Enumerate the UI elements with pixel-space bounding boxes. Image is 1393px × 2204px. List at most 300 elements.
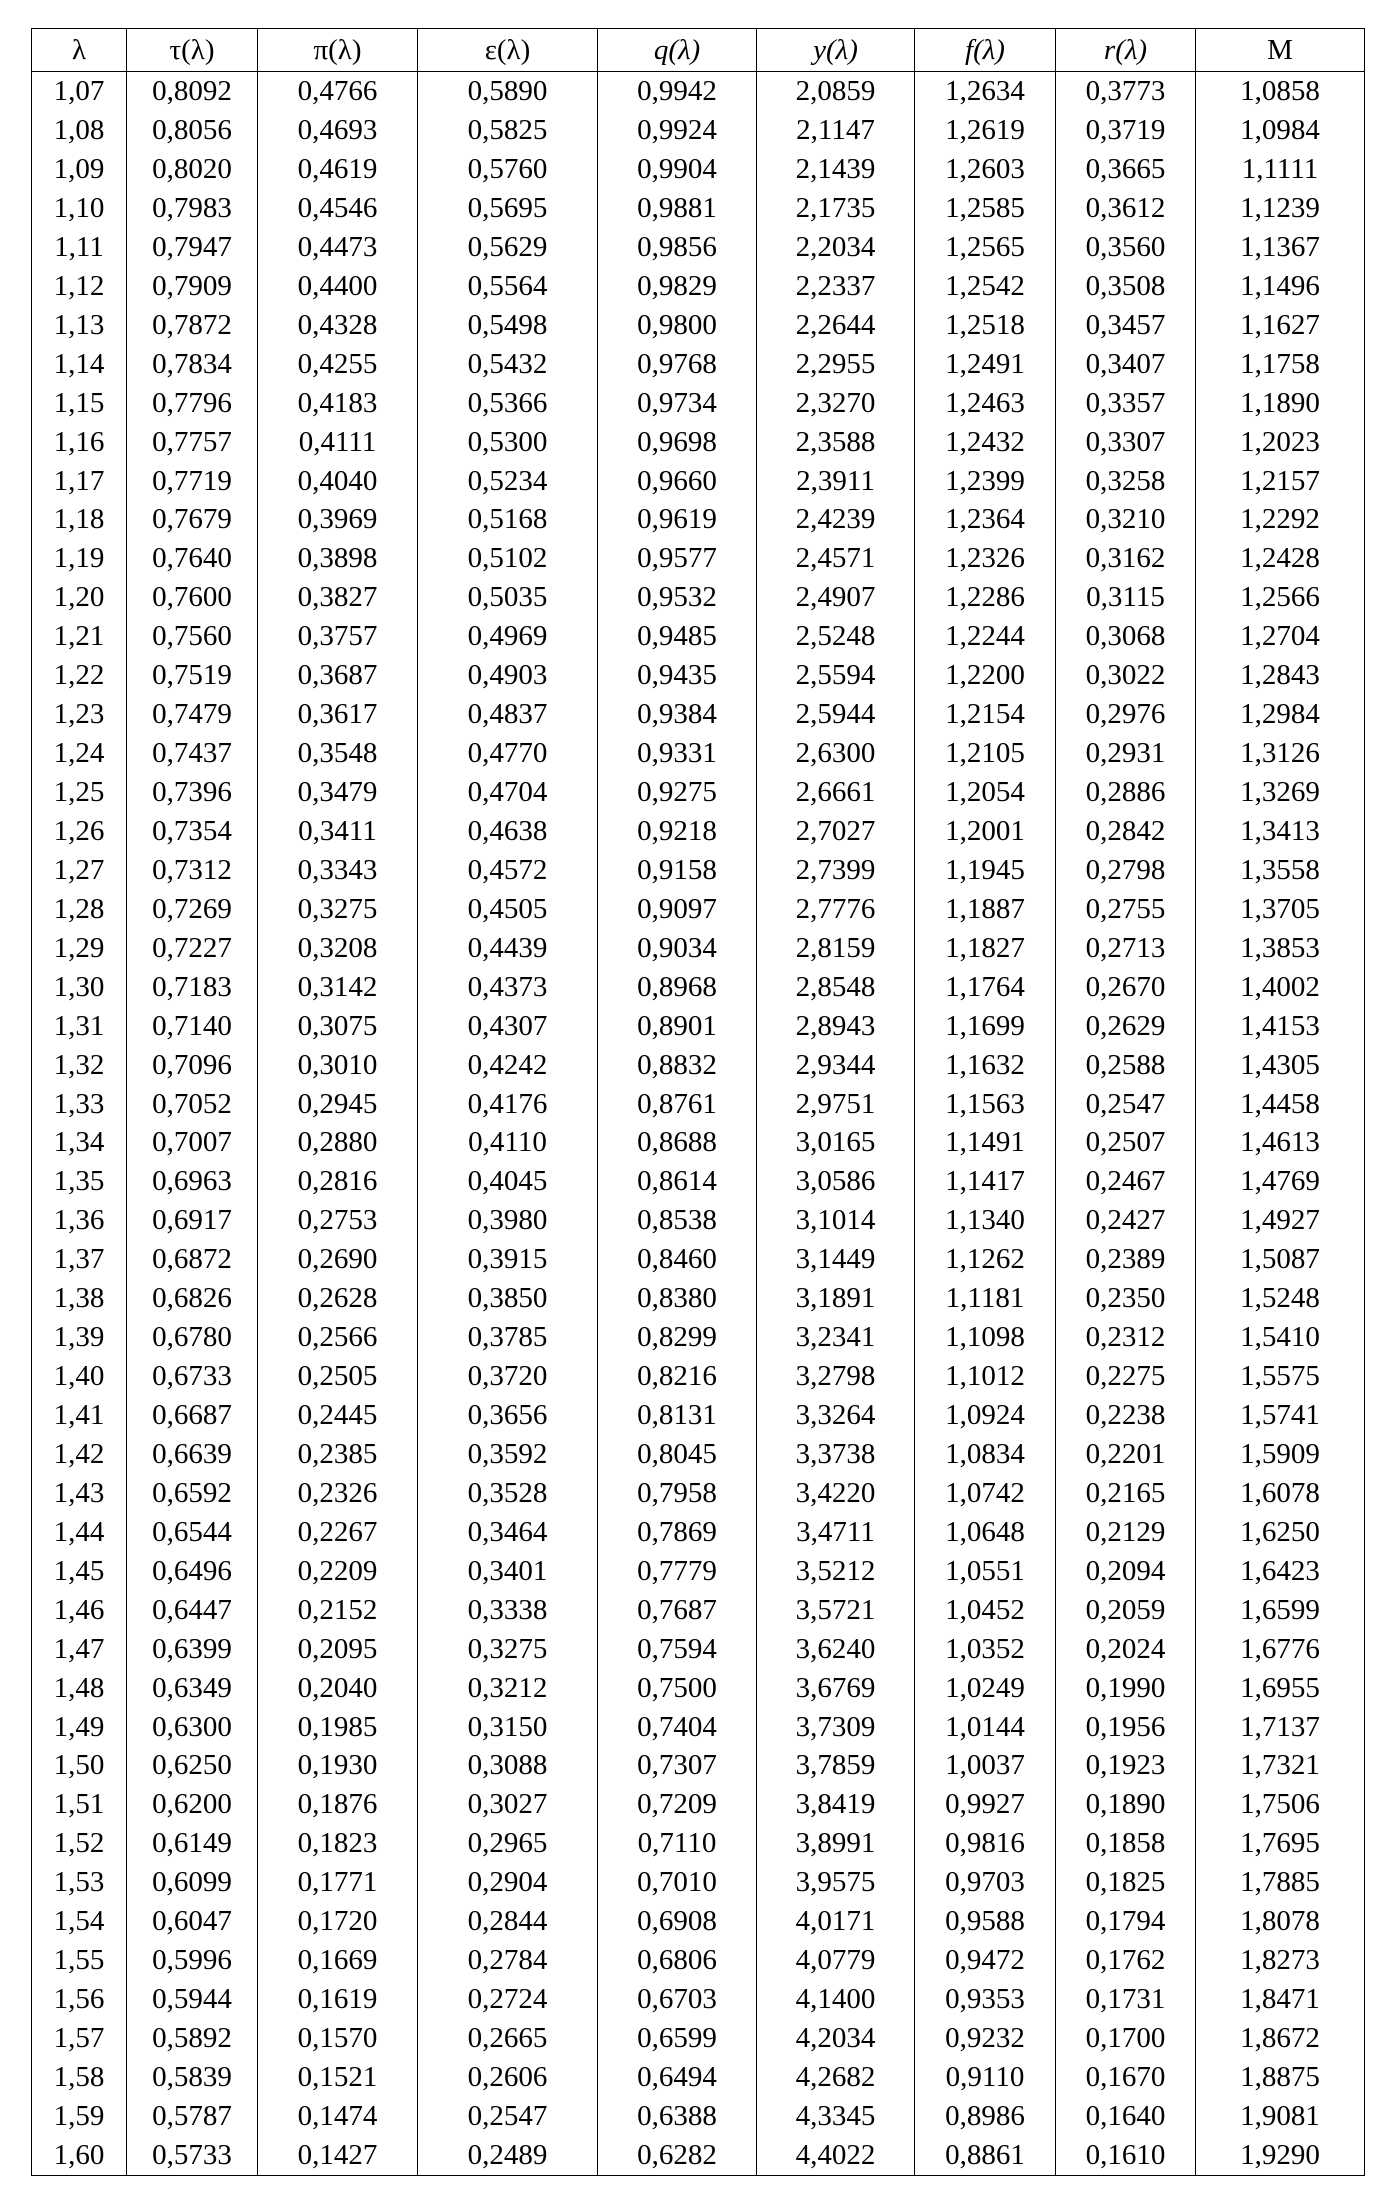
table-row xyxy=(32,734,1365,773)
table-cell: 1,33 xyxy=(32,1085,127,1124)
table-cell: 0,2670 xyxy=(1056,968,1196,1007)
table-cell: 2,8943 xyxy=(757,1007,915,1046)
table-cell: 0,7396 xyxy=(127,773,258,812)
table-cell: 1,2432 xyxy=(915,423,1056,462)
table-cell: 0,4183 xyxy=(258,384,418,423)
table-cell: 1,0037 xyxy=(915,1746,1056,1785)
table-cell: 0,4969 xyxy=(418,617,598,656)
table-cell: 1,60 xyxy=(32,2136,127,2176)
table-cell: 0,9619 xyxy=(598,500,757,539)
table-cell: 0,2844 xyxy=(418,1902,598,1941)
table-cell: 0,3075 xyxy=(258,1007,418,1046)
table-cell: 0,4307 xyxy=(418,1007,598,1046)
table-cell: 0,4837 xyxy=(418,695,598,734)
table-cell: 0,6388 xyxy=(598,2097,757,2136)
table-row xyxy=(32,1863,1365,1902)
table-cell: 1,2244 xyxy=(915,617,1056,656)
table-cell: 1,3126 xyxy=(1196,734,1365,773)
table-cell: 0,8614 xyxy=(598,1162,757,1201)
table-cell: 0,7757 xyxy=(127,423,258,462)
table-cell: 3,2341 xyxy=(757,1318,915,1357)
table-row xyxy=(32,384,1365,423)
table-cell: 0,9698 xyxy=(598,423,757,462)
table-cell: 0,6149 xyxy=(127,1824,258,1863)
table-cell: 0,8216 xyxy=(598,1357,757,1396)
table-cell: 1,6599 xyxy=(1196,1591,1365,1630)
table-cell: 2,3270 xyxy=(757,384,915,423)
table-cell: 0,2326 xyxy=(258,1474,418,1513)
table-cell: 0,5695 xyxy=(418,189,598,228)
table-cell: 0,3528 xyxy=(418,1474,598,1513)
table-cell: 0,6917 xyxy=(127,1201,258,1240)
table-cell: 1,0742 xyxy=(915,1474,1056,1513)
table-cell: 0,3258 xyxy=(1056,462,1196,501)
table-cell: 0,7869 xyxy=(598,1513,757,1552)
table-cell: 0,2094 xyxy=(1056,1552,1196,1591)
table-cell: 1,55 xyxy=(32,1941,127,1980)
table-cell: 3,4711 xyxy=(757,1513,915,1552)
table-cell: 2,1147 xyxy=(757,111,915,150)
table-cell: 0,1858 xyxy=(1056,1824,1196,1863)
table-cell: 0,1794 xyxy=(1056,1902,1196,1941)
table-cell: 1,8875 xyxy=(1196,2058,1365,2097)
table-cell: 1,1496 xyxy=(1196,267,1365,306)
table-cell: 0,4903 xyxy=(418,656,598,695)
table-cell: 2,5594 xyxy=(757,656,915,695)
table-cell: 0,7679 xyxy=(127,500,258,539)
table-cell: 0,9472 xyxy=(915,1941,1056,1980)
table-cell: 1,2001 xyxy=(915,812,1056,851)
table-cell: 0,7500 xyxy=(598,1669,757,1708)
table-cell: 0,3656 xyxy=(418,1396,598,1435)
table-cell: 0,1427 xyxy=(258,2136,418,2176)
table-cell: 1,2603 xyxy=(915,150,1056,189)
table-cell: 0,7354 xyxy=(127,812,258,851)
table-cell: 2,3588 xyxy=(757,423,915,462)
table-cell: 0,3010 xyxy=(258,1046,418,1085)
table-cell: 0,2385 xyxy=(258,1435,418,1474)
table-cell: 0,4572 xyxy=(418,851,598,890)
table-cell: 1,30 xyxy=(32,968,127,1007)
table-cell: 2,5248 xyxy=(757,617,915,656)
table-cell: 1,40 xyxy=(32,1357,127,1396)
table-cell: 2,4907 xyxy=(757,578,915,617)
table-cell: 0,4619 xyxy=(258,150,418,189)
table-cell: 1,51 xyxy=(32,1785,127,1824)
table-cell: 0,1823 xyxy=(258,1824,418,1863)
table-cell: 0,4505 xyxy=(418,890,598,929)
table-cell: 1,6955 xyxy=(1196,1669,1365,1708)
table-cell: 3,6769 xyxy=(757,1669,915,1708)
table-cell: 1,3705 xyxy=(1196,890,1365,929)
table-cell: 1,0144 xyxy=(915,1708,1056,1747)
table-cell: 0,2389 xyxy=(1056,1240,1196,1279)
table-cell: 1,5087 xyxy=(1196,1240,1365,1279)
table-cell: 1,1764 xyxy=(915,968,1056,1007)
table-cell: 4,1400 xyxy=(757,1980,915,2019)
table-cell: 0,2201 xyxy=(1056,1435,1196,1474)
table-cell: 1,34 xyxy=(32,1123,127,1162)
table-cell: 0,4439 xyxy=(418,929,598,968)
table-row xyxy=(32,189,1365,228)
table-cell: 0,8380 xyxy=(598,1279,757,1318)
table-cell: 1,2565 xyxy=(915,228,1056,267)
table-cell: 0,7909 xyxy=(127,267,258,306)
table-row xyxy=(32,1123,1365,1162)
table-cell: 1,0352 xyxy=(915,1630,1056,1669)
table-cell: 1,24 xyxy=(32,734,127,773)
table-cell: 0,2024 xyxy=(1056,1630,1196,1669)
table-cell: 0,3027 xyxy=(418,1785,598,1824)
table-cell: 0,1619 xyxy=(258,1980,418,2019)
table-cell: 2,8548 xyxy=(757,968,915,1007)
table-cell: 0,9927 xyxy=(915,1785,1056,1824)
table-cell: 0,7560 xyxy=(127,617,258,656)
table-cell: 0,6250 xyxy=(127,1746,258,1785)
table-cell: 1,22 xyxy=(32,656,127,695)
table-cell: 0,7312 xyxy=(127,851,258,890)
table-cell: 0,2489 xyxy=(418,2136,598,2176)
table-cell: 0,3088 xyxy=(418,1746,598,1785)
table-cell: 1,20 xyxy=(32,578,127,617)
table-cell: 1,0924 xyxy=(915,1396,1056,1435)
table-cell: 0,2467 xyxy=(1056,1162,1196,1201)
table-cell: 0,5498 xyxy=(418,306,598,345)
table-cell: 0,3338 xyxy=(418,1591,598,1630)
table-cell: 0,9097 xyxy=(598,890,757,929)
table-cell: 1,1012 xyxy=(915,1357,1056,1396)
table-cell: 0,8056 xyxy=(127,111,258,150)
table-cell: 2,6300 xyxy=(757,734,915,773)
table-cell: 1,1887 xyxy=(915,890,1056,929)
table-row xyxy=(32,1552,1365,1591)
table-cell: 1,53 xyxy=(32,1863,127,1902)
table-cell: 0,9384 xyxy=(598,695,757,734)
table-cell: 0,3898 xyxy=(258,539,418,578)
table-cell: 0,7779 xyxy=(598,1552,757,1591)
table-cell: 3,7859 xyxy=(757,1746,915,1785)
table-cell: 1,0249 xyxy=(915,1669,1056,1708)
table-cell: 0,8538 xyxy=(598,1201,757,1240)
table-cell: 1,27 xyxy=(32,851,127,890)
table-cell: 0,2238 xyxy=(1056,1396,1196,1435)
table-cell: 0,2713 xyxy=(1056,929,1196,968)
table-cell: 0,4242 xyxy=(418,1046,598,1085)
table-cell: 3,8991 xyxy=(757,1824,915,1863)
table-row xyxy=(32,500,1365,539)
table-row xyxy=(32,1708,1365,1747)
table-cell: 0,6399 xyxy=(127,1630,258,1669)
table-cell: 1,5909 xyxy=(1196,1435,1365,1474)
table-cell: 0,2505 xyxy=(258,1357,418,1396)
table-cell: 1,4458 xyxy=(1196,1085,1365,1124)
table-row xyxy=(32,1240,1365,1279)
table-cell: 1,2157 xyxy=(1196,462,1365,501)
table-cell: 0,9942 xyxy=(598,72,757,112)
table-row xyxy=(32,72,1365,112)
table-cell: 0,8131 xyxy=(598,1396,757,1435)
table-cell: 1,2843 xyxy=(1196,656,1365,695)
table-row xyxy=(32,111,1365,150)
table-cell: 0,3915 xyxy=(418,1240,598,1279)
table-cell: 0,2275 xyxy=(1056,1357,1196,1396)
table-cell: 1,11 xyxy=(32,228,127,267)
table-row xyxy=(32,462,1365,501)
table-row xyxy=(32,150,1365,189)
table-cell: 0,4704 xyxy=(418,773,598,812)
table-cell: 0,3307 xyxy=(1056,423,1196,462)
table-cell: 0,1990 xyxy=(1056,1669,1196,1708)
table-cell: 1,1945 xyxy=(915,851,1056,890)
column-header: r(λ) xyxy=(1056,29,1196,72)
table-row xyxy=(32,539,1365,578)
table-cell: 0,3665 xyxy=(1056,150,1196,189)
table-cell: 1,1563 xyxy=(915,1085,1056,1124)
table-cell: 1,39 xyxy=(32,1318,127,1357)
table-cell: 1,7695 xyxy=(1196,1824,1365,1863)
table-cell: 0,8861 xyxy=(915,2136,1056,2176)
table-cell: 3,6240 xyxy=(757,1630,915,1669)
table-cell: 0,6447 xyxy=(127,1591,258,1630)
table-cell: 0,5944 xyxy=(127,1980,258,2019)
table-cell: 4,2682 xyxy=(757,2058,915,2097)
table-row xyxy=(32,773,1365,812)
table-cell: 0,5787 xyxy=(127,2097,258,2136)
table-cell: 2,6661 xyxy=(757,773,915,812)
table-row xyxy=(32,1474,1365,1513)
table-row xyxy=(32,890,1365,929)
table-cell: 0,2547 xyxy=(418,2097,598,2136)
table-cell: 0,5733 xyxy=(127,2136,258,2176)
table-cell: 3,3264 xyxy=(757,1396,915,1435)
table-cell: 1,1340 xyxy=(915,1201,1056,1240)
table-cell: 0,3401 xyxy=(418,1552,598,1591)
table-row xyxy=(32,1980,1365,2019)
table-cell: 1,07 xyxy=(32,72,127,112)
table-row xyxy=(32,929,1365,968)
table-cell: 0,3464 xyxy=(418,1513,598,1552)
table-cell: 1,6423 xyxy=(1196,1552,1365,1591)
table-cell: 0,3142 xyxy=(258,968,418,1007)
table-cell: 1,9290 xyxy=(1196,2136,1365,2176)
table-cell: 1,18 xyxy=(32,500,127,539)
table-cell: 2,5944 xyxy=(757,695,915,734)
table-cell: 1,41 xyxy=(32,1396,127,1435)
table-cell: 1,26 xyxy=(32,812,127,851)
table-cell: 0,2886 xyxy=(1056,773,1196,812)
table-row xyxy=(32,1785,1365,1824)
table-cell: 0,3150 xyxy=(418,1708,598,1747)
table-cell: 1,2984 xyxy=(1196,695,1365,734)
table-cell: 0,6826 xyxy=(127,1279,258,1318)
table-cell: 0,1570 xyxy=(258,2019,418,2058)
table-cell: 0,3208 xyxy=(258,929,418,968)
table-cell: 0,1890 xyxy=(1056,1785,1196,1824)
table-cell: 0,2312 xyxy=(1056,1318,1196,1357)
table-cell: 0,7007 xyxy=(127,1123,258,1162)
table-cell: 1,1262 xyxy=(915,1240,1056,1279)
table-cell: 1,5741 xyxy=(1196,1396,1365,1435)
table-cell: 0,7719 xyxy=(127,462,258,501)
table-cell: 1,1491 xyxy=(915,1123,1056,1162)
column-header: ε(λ) xyxy=(418,29,598,72)
table-cell: 0,5432 xyxy=(418,345,598,384)
table-cell: 1,42 xyxy=(32,1435,127,1474)
table-cell: 1,3413 xyxy=(1196,812,1365,851)
table-cell: 1,2634 xyxy=(915,72,1056,112)
table-cell: 2,0859 xyxy=(757,72,915,112)
table-cell: 0,7269 xyxy=(127,890,258,929)
table-cell: 3,7309 xyxy=(757,1708,915,1747)
table-cell: 0,7110 xyxy=(598,1824,757,1863)
table-cell: 0,3479 xyxy=(258,773,418,812)
table-cell: 0,9881 xyxy=(598,189,757,228)
table-cell: 1,59 xyxy=(32,2097,127,2136)
table-cell: 1,1827 xyxy=(915,929,1056,968)
table-row xyxy=(32,695,1365,734)
table-cell: 1,2200 xyxy=(915,656,1056,695)
table-cell: 0,2129 xyxy=(1056,1513,1196,1552)
table-cell: 0,3592 xyxy=(418,1435,598,1474)
table-cell: 2,2644 xyxy=(757,306,915,345)
table-cell: 0,3022 xyxy=(1056,656,1196,695)
table-cell: 1,6078 xyxy=(1196,1474,1365,1513)
table-cell: 1,2619 xyxy=(915,111,1056,150)
table-cell: 0,2784 xyxy=(418,1941,598,1980)
table-cell: 1,48 xyxy=(32,1669,127,1708)
table-row xyxy=(32,1396,1365,1435)
table-cell: 1,2542 xyxy=(915,267,1056,306)
table-cell: 1,54 xyxy=(32,1902,127,1941)
table-cell: 0,1731 xyxy=(1056,1980,1196,2019)
table-cell: 0,3773 xyxy=(1056,72,1196,112)
table-cell: 0,4473 xyxy=(258,228,418,267)
table-row xyxy=(32,1201,1365,1240)
table-cell: 3,5212 xyxy=(757,1552,915,1591)
table-cell: 0,1474 xyxy=(258,2097,418,2136)
table-cell: 3,4220 xyxy=(757,1474,915,1513)
table-cell: 1,23 xyxy=(32,695,127,734)
table-cell: 0,5825 xyxy=(418,111,598,150)
table-cell: 3,9575 xyxy=(757,1863,915,1902)
table-cell: 1,1239 xyxy=(1196,189,1365,228)
table-cell: 1,8471 xyxy=(1196,1980,1365,2019)
table-cell: 0,2690 xyxy=(258,1240,418,1279)
table-cell: 0,8460 xyxy=(598,1240,757,1279)
table-cell: 1,5575 xyxy=(1196,1357,1365,1396)
table-cell: 0,3548 xyxy=(258,734,418,773)
table-cell: 1,47 xyxy=(32,1630,127,1669)
table-cell: 0,3560 xyxy=(1056,228,1196,267)
table-cell: 0,9331 xyxy=(598,734,757,773)
table-cell: 1,9081 xyxy=(1196,2097,1365,2136)
table-row xyxy=(32,2058,1365,2097)
table-row xyxy=(32,2097,1365,2136)
table-cell: 1,7137 xyxy=(1196,1708,1365,1747)
table-row xyxy=(32,1669,1365,1708)
table-row xyxy=(32,1162,1365,1201)
table-cell: 0,1876 xyxy=(258,1785,418,1824)
table-cell: 0,5890 xyxy=(418,72,598,112)
table-cell: 3,1891 xyxy=(757,1279,915,1318)
table-cell: 1,0452 xyxy=(915,1591,1056,1630)
table-row xyxy=(32,1630,1365,1669)
table-cell: 0,6703 xyxy=(598,1980,757,2019)
table-cell: 1,21 xyxy=(32,617,127,656)
table-cell: 1,0551 xyxy=(915,1552,1056,1591)
table-cell: 0,3068 xyxy=(1056,617,1196,656)
table-cell: 1,6776 xyxy=(1196,1630,1365,1669)
table-cell: 0,9768 xyxy=(598,345,757,384)
table-cell: 0,9703 xyxy=(915,1863,1056,1902)
table-cell: 1,2364 xyxy=(915,500,1056,539)
table-cell: 1,2054 xyxy=(915,773,1056,812)
table-cell: 0,5366 xyxy=(418,384,598,423)
table-cell: 0,4176 xyxy=(418,1085,598,1124)
table-cell: 1,13 xyxy=(32,306,127,345)
table-cell: 0,4328 xyxy=(258,306,418,345)
column-header: τ(λ) xyxy=(127,29,258,72)
table-cell: 0,9734 xyxy=(598,384,757,423)
table-cell: 3,3738 xyxy=(757,1435,915,1474)
table-cell: 0,9232 xyxy=(915,2019,1056,2058)
table-row xyxy=(32,1357,1365,1396)
column-header: q(λ) xyxy=(598,29,757,72)
table-cell: 0,2350 xyxy=(1056,1279,1196,1318)
table-cell: 0,2753 xyxy=(258,1201,418,1240)
table-cell: 0,7052 xyxy=(127,1085,258,1124)
table-cell: 1,09 xyxy=(32,150,127,189)
table-cell: 1,49 xyxy=(32,1708,127,1747)
table-row xyxy=(32,345,1365,384)
table-cell: 0,3850 xyxy=(418,1279,598,1318)
table-cell: 1,1111 xyxy=(1196,150,1365,189)
table-cell: 0,8761 xyxy=(598,1085,757,1124)
table-cell: 1,37 xyxy=(32,1240,127,1279)
table-cell: 0,8901 xyxy=(598,1007,757,1046)
table-cell: 0,6200 xyxy=(127,1785,258,1824)
table-cell: 0,5996 xyxy=(127,1941,258,1980)
table-cell: 1,1758 xyxy=(1196,345,1365,384)
table-row xyxy=(32,812,1365,851)
table-cell: 1,2399 xyxy=(915,462,1056,501)
table-cell: 0,7834 xyxy=(127,345,258,384)
table-cell: 0,6300 xyxy=(127,1708,258,1747)
table-cell: 0,3212 xyxy=(418,1669,598,1708)
table-cell: 1,5410 xyxy=(1196,1318,1365,1357)
table-cell: 1,0984 xyxy=(1196,111,1365,150)
table-cell: 1,50 xyxy=(32,1746,127,1785)
table-cell: 1,17 xyxy=(32,462,127,501)
table-cell: 1,8672 xyxy=(1196,2019,1365,2058)
table-cell: 0,6963 xyxy=(127,1162,258,1201)
table-cell: 1,5248 xyxy=(1196,1279,1365,1318)
table-cell: 0,8986 xyxy=(915,2097,1056,2136)
table-cell: 0,2427 xyxy=(1056,1201,1196,1240)
table-cell: 1,44 xyxy=(32,1513,127,1552)
table-cell: 0,6733 xyxy=(127,1357,258,1396)
table-cell: 2,2034 xyxy=(757,228,915,267)
table-cell: 0,5629 xyxy=(418,228,598,267)
table-cell: 0,1670 xyxy=(1056,2058,1196,2097)
table-cell: 4,3345 xyxy=(757,2097,915,2136)
table-cell: 0,8045 xyxy=(598,1435,757,1474)
table-cell: 0,9904 xyxy=(598,150,757,189)
table-cell: 2,9344 xyxy=(757,1046,915,1085)
table-row xyxy=(32,656,1365,695)
table-cell: 0,1640 xyxy=(1056,2097,1196,2136)
table-cell: 1,1181 xyxy=(915,1279,1056,1318)
